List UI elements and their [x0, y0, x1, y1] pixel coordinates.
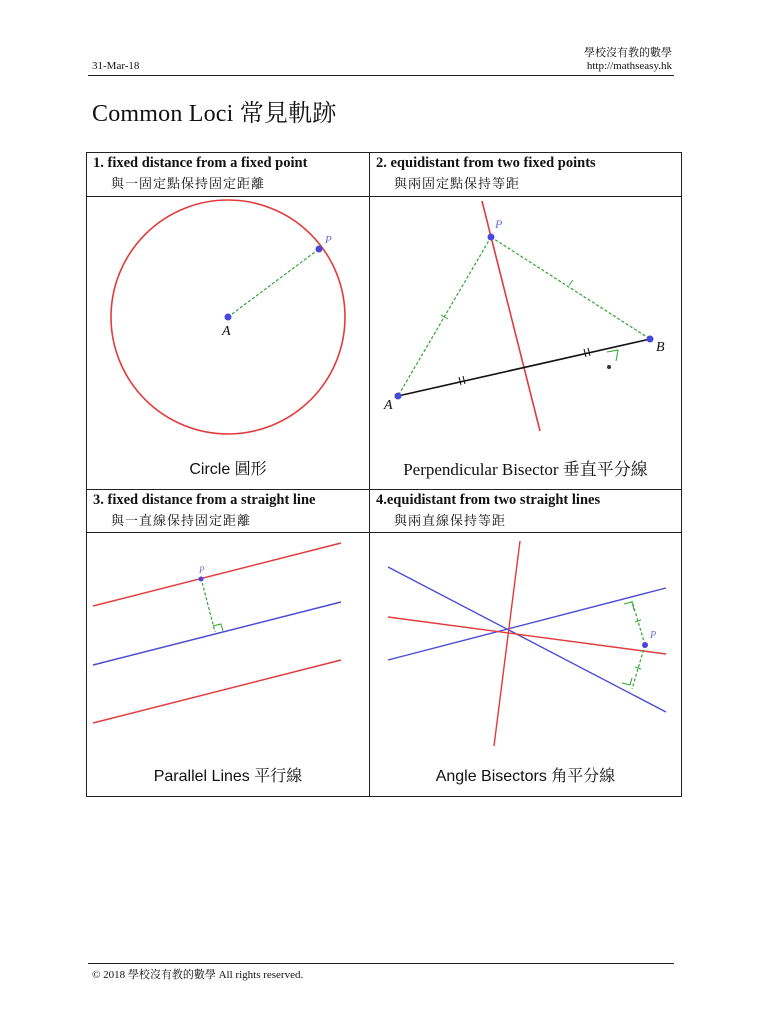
tick-pb	[569, 280, 573, 285]
point-b-label: B	[656, 340, 665, 355]
cell-1-heading-en: 1. fixed distance from a fixed point	[93, 155, 308, 171]
page-title: Common Loci 常見軌跡	[92, 101, 337, 127]
dashed-pb	[491, 237, 650, 339]
header-date: 31-Mar-18	[92, 60, 140, 72]
cell-1-heading	[87, 155, 369, 192]
point-a-dot	[395, 393, 402, 400]
parallel-lines-figure	[87, 533, 369, 748]
point-p-label: P	[325, 234, 332, 246]
radius-dashed-line	[228, 249, 319, 317]
cell-3-heading	[87, 492, 369, 529]
point-p-dot	[642, 642, 648, 648]
right-angle-mark-2	[622, 678, 632, 685]
table-row-divider-2	[87, 489, 681, 490]
footer-copyright: © 2018 學校沒有教的數學 All rights reserved.	[92, 969, 304, 981]
loci-table	[86, 152, 682, 797]
point-p-label: P	[650, 630, 657, 641]
segment-ab	[398, 339, 650, 396]
header-rule	[88, 75, 674, 76]
angle-bisectors-label: Angle Bisectors 角平分線	[435, 768, 616, 785]
cell-1-heading-zh: 與一固定點保持固定距離	[111, 176, 266, 191]
point-p-label: P	[495, 217, 503, 231]
distance-dashed-line	[201, 578, 215, 632]
parallel-lines-label: Parallel Lines 平行線	[153, 768, 303, 785]
given-line-1	[388, 588, 666, 660]
right-angle-mark	[607, 350, 618, 361]
point-p-dot	[199, 577, 204, 582]
circle-label: Circle 圓形	[189, 461, 267, 478]
point-a-label: A	[222, 324, 231, 339]
cell-3-heading-zh: 與一直線保持固定距離	[111, 513, 252, 528]
cell-2-heading	[370, 155, 681, 192]
cell-3-heading-en: 3. fixed distance from a straight line	[93, 492, 316, 508]
point-a-dot	[225, 314, 232, 321]
header-org: 學校沒有教的數學	[584, 47, 672, 59]
upper-locus-line	[93, 543, 341, 606]
point-a-label: A	[384, 398, 393, 413]
cell-4-heading-en: 4.equidistant from two straight lines	[376, 492, 601, 508]
tick-2	[635, 667, 641, 669]
tick-a-mid-2	[463, 376, 465, 384]
dashed-to-line-2	[632, 645, 645, 689]
perpendicular-bisector-figure	[370, 197, 681, 447]
cell-2-heading-en: 2. equidistant from two fixed points	[376, 155, 596, 171]
cell-4-heading-zh: 與兩直線保持等距	[394, 513, 507, 528]
angle-bisectors-figure	[370, 533, 681, 748]
dashed-to-line-1	[632, 601, 645, 645]
point-p-label: P	[199, 565, 205, 575]
right-angle-mark-1	[624, 602, 634, 610]
midpoint-dot	[607, 365, 611, 369]
circle-figure	[87, 197, 369, 447]
point-b-dot	[647, 336, 654, 343]
perpendicular-bisector-label: Perpendicular Bisector 垂直平分線	[403, 460, 648, 479]
lower-locus-line	[93, 660, 341, 723]
bisector-line-1	[388, 617, 666, 654]
point-p-dot	[316, 246, 323, 253]
footer-rule	[88, 963, 674, 964]
bisector-line-2	[494, 541, 520, 746]
given-line-2	[388, 567, 666, 712]
right-angle-mark	[213, 624, 223, 631]
point-p-dot	[488, 234, 495, 241]
cell-4-heading	[370, 492, 681, 529]
given-line	[93, 602, 341, 665]
header-url[interactable]: http://mathseasy.hk	[586, 60, 672, 72]
cell-2-heading-zh: 與兩固定點保持等距	[394, 176, 521, 191]
